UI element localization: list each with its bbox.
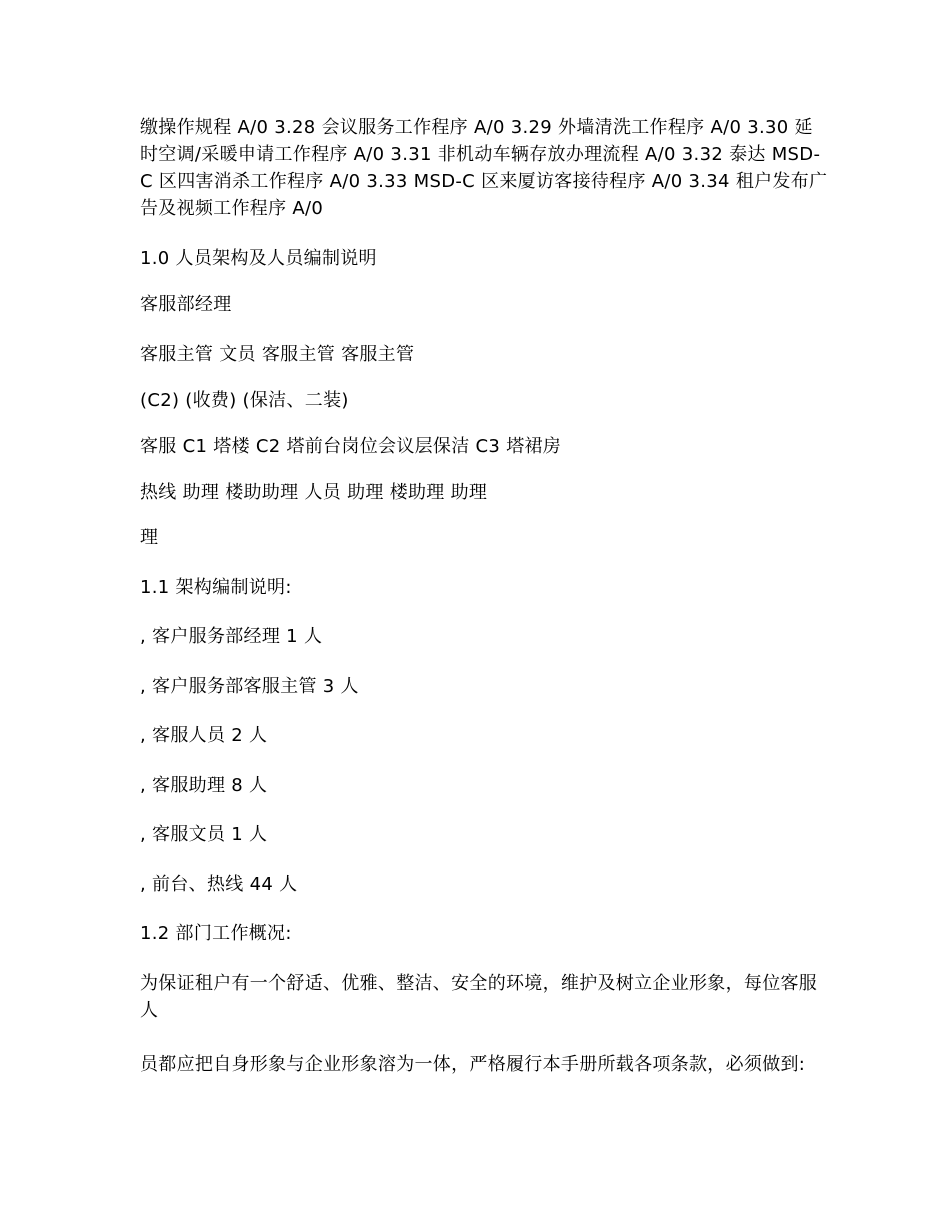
section-heading-1-0: 1.0 人员架构及人员编制说明: [140, 248, 377, 269]
staffing-item: , 前台、热线 44 人: [140, 874, 298, 895]
section-heading-1-2: 1.2 部门工作概况:: [140, 923, 292, 944]
org-chart-supervisors: 客服主管 文员 客服主管 客服主管: [140, 344, 415, 365]
staffing-item: , 客户服务部客服主管 3 人: [140, 676, 359, 697]
org-chart-positions: 客服 C1 塔楼 C2 塔前台岗位会议层保洁 C3 塔裙房: [140, 436, 562, 457]
staffing-item: , 客户服务部经理 1 人: [140, 626, 323, 647]
staffing-item: , 客服助理 8 人: [140, 775, 268, 796]
section-heading-1-1: 1.1 架构编制说明:: [140, 577, 292, 598]
procedure-list-paragraph: 缴操作规程 A/0 3.28 会议服务工作程序 A/0 3.29 外墙清洗工作程序 A/0 3.30 延时空调/采暖申请工作程序 A/0 3.31 非机动车辆存放办理流程 A/0 3.32 泰达 MSD-C 区四害消杀工作程序 A/0 3.33 MSD-C 区来厦访客接待程序 A/0 3.34 租户发布广告及视频工作程序 A/0: [140, 117, 828, 219]
org-chart-manager: 客服部经理: [140, 294, 232, 315]
org-chart-fragment: 理: [140, 527, 159, 548]
org-chart-assistants: 热线 助理 楼助助理 人员 助理 楼助理 助理: [140, 482, 488, 503]
staffing-item: , 客服人员 2 人: [140, 725, 268, 746]
staffing-item: , 客服文员 1 人: [140, 824, 268, 845]
body-paragraph: 为保证租户有一个舒适、优雅、整洁、安全的环境，维护及树立企业形象，每位客服人: [140, 973, 818, 1021]
body-paragraph: 员都应把自身形象与企业形象溶为一体，严格履行本手册所载各项条款，必须做到:: [140, 1054, 806, 1075]
org-chart-supervisor-notes: (C2) (收费) (保洁、二装): [140, 390, 349, 411]
